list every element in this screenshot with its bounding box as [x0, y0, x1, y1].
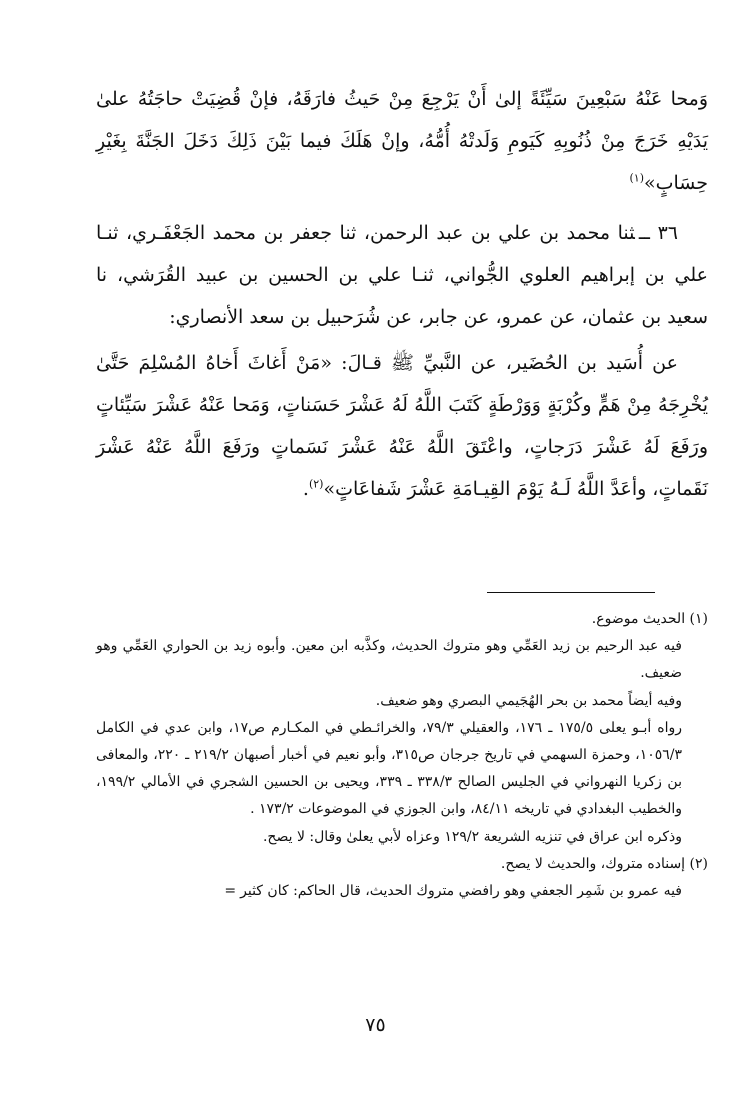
hadith-36-matn	[96, 342, 708, 510]
footnote-1-line: فيه عبد الرحيم بن زيد العَمِّي وهو متروك الحديث، وكذَّبه ابن معين. وأبوه زيد بن الحواري العَمِّي وهو ضعيف.	[96, 638, 682, 682]
hadith-36-isnad	[96, 212, 708, 338]
hadith-35-ending	[96, 78, 708, 204]
hadith-number: ٣٦ ــ	[638, 222, 678, 244]
footnote-1-line: وذكره ابن عراق في تنزيه الشريعة ١٢٩/٢ وعزاه لأبي يعلىٰ وقال: لا يصح.	[262, 828, 682, 845]
footnote-2-text: فيه عمرو بن شَمِر الجعفي وهو رافضي متروك الحديث، قال الحاكم: كان كثير	[240, 883, 682, 900]
footnotes	[96, 606, 710, 905]
page-number: ٧٥	[365, 1014, 386, 1036]
footnote-separator	[487, 592, 655, 593]
isnad-text: ثنا محمد بن علي بن عبد الرحمن، ثنا جعفر بن محمد الجَعْفَـري، ثنـا علي بن إبراهيم العلوي الجُّواني، ثنـا علي بن الحسين بن عبيد القُرَشي، نا سعيد بن عثمان، عن عمرو، عن جابر، عن شُرَحبيل بن سعد الأنصاري:	[96, 222, 708, 328]
footnote-1-heading: (١) الحديث موضوع.	[591, 611, 708, 627]
footnote-1-line: رواه أبـو يعلى ١٧٥/٥ ـ ١٧٦، والعقيلي ٧٩/٣، والخرائـطي في المكـارم ص١٧، وابن عدي في الكامل ١٠٥٦/٣، وحمزة السهمي في تاريخ جرجان ص٣١٥، وأبو نعيم في أخبار أصبهان ٢١٩/٢ ـ ٢٢٠، والمعافى بن زكريا النهرواني في الجليس الصالح ٣٣٨/٣ ـ ٣٣٩، ويحيى بن الحسين الشجري في الأمالي ١٩٩/٢، والخطيب البغدادي في تاريخه ٨٤/١١، وابن الجوزي في الموضوعات ١٧٣/٢ .	[96, 719, 683, 818]
footnote-1-line: وفيه أيضاً محمد بن بحر الهُجَيمي البصري وهو ضعيف.	[375, 692, 682, 709]
matn-text: عن أُسَيد بن الحُضَير، عن النَّبيِّ ﷺ قـالَ: «مَنْ أَغاثَ أَخاهُ المُسْلِمَ حَتَّىٰ يُخْرِجَهُ مِنْ هَمٍّ وكُرْبَةٍ وَوَرْطَةٍ كَتَبَ اللَّهُ لَهُ عَشْرَ حَسَناتٍ، وَمَحا عَنْهُ عَشْرَ سَيِّئاتٍ ورَفَعَ لَهُ عَشْرَ دَرَجاتٍ، واعْتَقَ اللَّهُ عَنْهُ عَشْرَ نَسَماتٍ ورَفَعَ اللَّهُ عَنْهُ عَشْرَ نَقَماتٍ، وأعَدَّ اللَّهُ لَـهُ يَوْمَ القِيـامَةِ عَشْرَ شَفاعَاتٍ»	[96, 352, 708, 500]
matn-end-punct: .	[302, 478, 309, 500]
footnote-2-line	[96, 878, 710, 905]
main-text	[96, 78, 708, 510]
footnote-ref-1: (١)	[629, 171, 644, 185]
continuation-marker: =	[224, 883, 237, 900]
footnote-ref-2: (٢)	[308, 477, 324, 491]
hadith-35-text: وَمحا عَنْهُ سَبْعِينَ سَيِّئَةً إلىٰ أَنْ يَرْجِعَ مِنْ حَيثُ فارَقَهُ، فإنْ قُضِيَتْ حاجَتُهُ علىٰ يَدَيْهِ خَرَجَ مِنْ ذُنُوبِهِ كَيَومِ وَلَدتْهُ أُمُّهُ، وإنْ هَلَكَ فيما بَيْنَ ذَلِكَ دَخَلَ الجَنَّةَ بِغَيْرِ حِسَابٍ»	[96, 88, 708, 194]
footnote-2-heading: (٢) إسناده متروك، والحديث لا يصح.	[500, 855, 708, 872]
